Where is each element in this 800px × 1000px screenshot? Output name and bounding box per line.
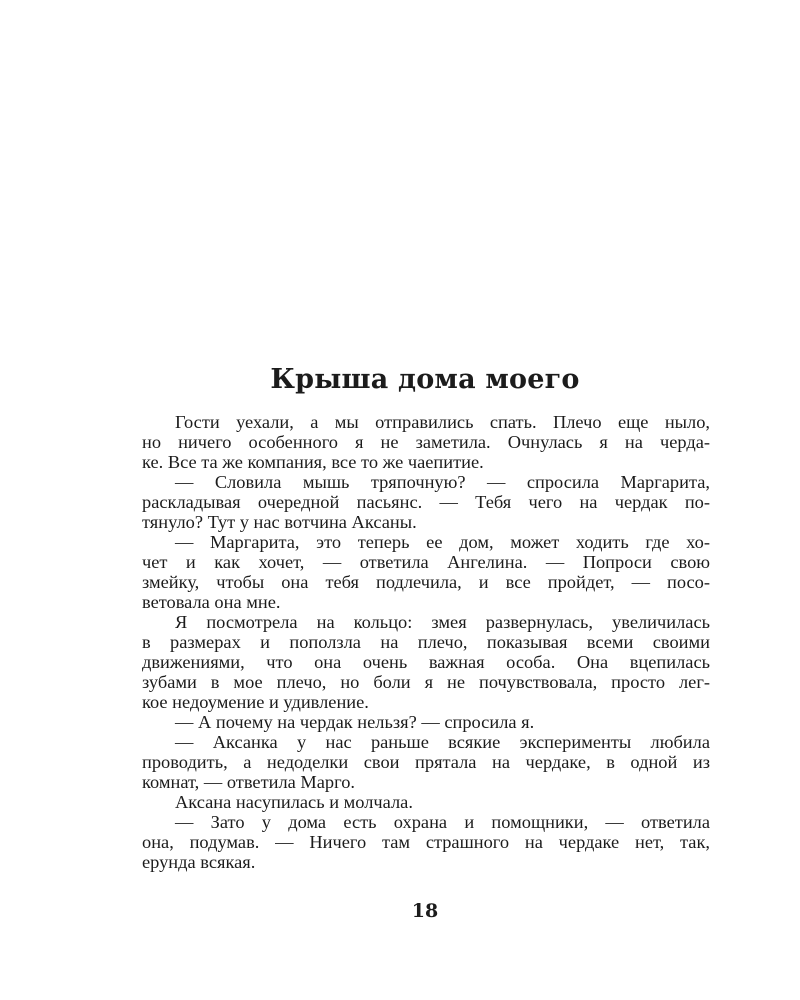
text-line: зубами в мое плечо, но боли я не почувствовала, просто лег- [142,672,710,692]
chapter-body-text [142,412,710,872]
text-line: чет и как хочет, — ответила Ангелина. — Попроси свою [142,552,710,572]
text-line: ке. Все та же компания, все то же чаепитие. [142,452,484,472]
page-number: 18 [411,900,439,922]
text-line: — Аксанка у нас раньше всякие эксперименты любила [175,732,710,752]
text-line: Гости уехали, а мы отправились спать. Плечо еще ныло, [175,412,710,432]
text-line: ветовала она мне. [142,592,281,612]
text-line: Аксана насупилась и молчала. [175,792,413,812]
chapter-title: Крыша дома моего [270,364,580,395]
text-line: змейку, чтобы она тебя подлечила, и все пройдет, — посо- [142,572,710,592]
text-line: но ничего особенного я не заметила. Очнулась я на черда- [142,432,710,452]
text-line: — Маргарита, это теперь ее дом, может ходить где хо- [175,532,710,552]
text-line: раскладывая очередной пасьянс. — Тебя чего на чердак по- [142,492,710,512]
text-line: — Зато у дома есть охрана и помощники, — ответила [175,812,710,832]
text-line: проводить, а недоделки свои прятала на чердаке, в одной из [142,752,710,772]
text-line: комнат, — ответила Марго. [142,772,355,792]
text-line: — Словила мышь тряпочную? — спросила Маргарита, [175,472,710,492]
text-line: — А почему на чердак нельзя? — спросила я. [175,712,535,732]
text-line: тянуло? Тут у нас вотчина Аксаны. [142,512,417,532]
text-line: ерунда всякая. [142,852,256,872]
text-line: кое недоумение и удивление. [142,692,369,712]
text-line: Я посмотрела на кольцо: змея развернулась, увеличилась [175,612,710,632]
text-line: в размерах и поползла на плечо, показывая всеми своими [142,632,710,652]
text-line: она, подумав. — Ничего там страшного на чердаке нет, так, [142,832,710,852]
text-line: движениями, что она очень важная особа. Она вцепилась [142,652,710,672]
